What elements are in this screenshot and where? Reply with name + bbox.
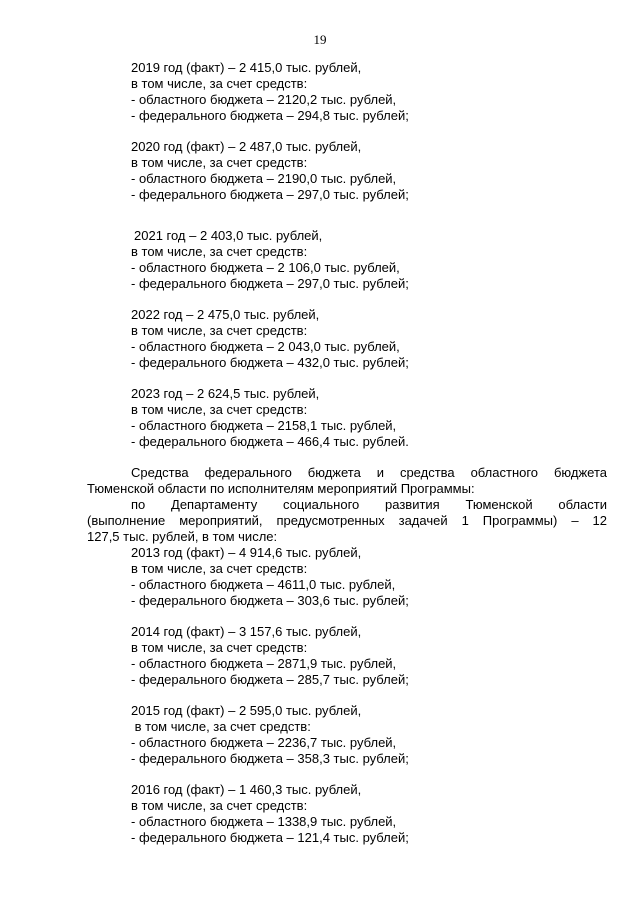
budget-block-2019 xyxy=(87,60,607,124)
federal-budget-line: - федерального бюджета – 297,0 тыс. рублей; xyxy=(131,276,409,291)
including-line: в том числе, за счет средств: xyxy=(131,155,308,170)
including-line: в том числе, за счет средств: xyxy=(131,323,308,338)
federal-budget-line: - федерального бюджета – 303,6 тыс. рублей; xyxy=(131,593,409,608)
year-total-line: 2022 год – 2 475,0 тыс. рублей, xyxy=(131,307,320,322)
paragraph-line: 127,5 тыс. рублей, в том числе: xyxy=(87,529,278,544)
document-body xyxy=(87,60,607,846)
federal-budget-line: - федерального бюджета – 297,0 тыс. рублей; xyxy=(131,187,409,202)
year-total-line: 2016 год (факт) – 1 460,3 тыс. рублей, xyxy=(131,782,362,797)
year-total-line: 2019 год (факт) – 2 415,0 тыс. рублей, xyxy=(131,60,362,75)
regional-budget-line: - областного бюджета – 4611,0 тыс. рублей, xyxy=(131,577,396,592)
paragraph-line: Средства федерального бюджета и средства областного бюджета xyxy=(131,465,607,480)
regional-budget-line: - областного бюджета – 2 106,0 тыс. рублей, xyxy=(131,260,400,275)
year-total-line: 2015 год (факт) – 2 595,0 тыс. рублей, xyxy=(131,703,362,718)
paragraph-line: Тюменской области по исполнителям мероприятий Программы: xyxy=(87,481,475,496)
regional-budget-line: - областного бюджета – 2190,0 тыс. рублей, xyxy=(131,171,397,186)
federal-budget-line: - федерального бюджета – 466,4 тыс. рублей. xyxy=(131,434,409,449)
funding-paragraph xyxy=(87,465,607,545)
budget-block-2016 xyxy=(87,782,607,846)
regional-budget-line: - областного бюджета – 1338,9 тыс. рублей, xyxy=(131,814,397,829)
including-line: в том числе, за счет средств: xyxy=(131,640,308,655)
paragraph-line: по Департаменту социального развития Тюменской области xyxy=(131,497,607,512)
including-line: в том числе, за счет средств: xyxy=(131,402,308,417)
year-total-line: 2013 год (факт) – 4 914,6 тыс. рублей, xyxy=(131,545,362,560)
including-line: в том числе, за счет средств: xyxy=(131,76,308,91)
regional-budget-line: - областного бюджета – 2120,2 тыс. рублей, xyxy=(131,92,397,107)
regional-budget-line: - областного бюджета – 2236,7 тыс. рублей, xyxy=(131,735,397,750)
including-line: в том числе, за счет средств: xyxy=(131,719,311,734)
budget-block-2014 xyxy=(87,624,607,688)
federal-budget-line: - федерального бюджета – 432,0 тыс. рублей; xyxy=(131,355,409,370)
budget-block-2022 xyxy=(87,307,607,371)
year-total-line: 2014 год (факт) – 3 157,6 тыс. рублей, xyxy=(131,624,362,639)
year-total-line: 2023 год – 2 624,5 тыс. рублей, xyxy=(131,386,320,401)
year-total-line: 2021 год – 2 403,0 тыс. рублей, xyxy=(134,228,323,243)
federal-budget-line: - федерального бюджета – 294,8 тыс. рублей; xyxy=(131,108,409,123)
budget-block-2013 xyxy=(87,545,607,609)
budget-block-2021 xyxy=(87,228,607,292)
including-line: в том числе, за счет средств: xyxy=(131,561,308,576)
federal-budget-line: - федерального бюджета – 121,4 тыс. рублей; xyxy=(131,830,409,845)
regional-budget-line: - областного бюджета – 2158,1 тыс. рублей, xyxy=(131,418,397,433)
regional-budget-line: - областного бюджета – 2 043,0 тыс. рублей, xyxy=(131,339,400,354)
including-line: в том числе, за счет средств: xyxy=(131,244,308,259)
page-number: 19 xyxy=(313,32,327,47)
budget-block-2015 xyxy=(87,703,607,767)
year-total-line: 2020 год (факт) – 2 487,0 тыс. рублей, xyxy=(131,139,362,154)
federal-budget-line: - федерального бюджета – 358,3 тыс. рублей; xyxy=(131,751,409,766)
regional-budget-line: - областного бюджета – 2871,9 тыс. рублей, xyxy=(131,656,397,671)
paragraph-line: (выполнение мероприятий, предусмотренных задачей 1 Программы) – 12 xyxy=(87,513,607,528)
budget-block-2023 xyxy=(87,386,607,450)
federal-budget-line: - федерального бюджета – 285,7 тыс. рублей; xyxy=(131,672,409,687)
including-line: в том числе, за счет средств: xyxy=(131,798,308,813)
budget-block-2020 xyxy=(87,139,607,203)
